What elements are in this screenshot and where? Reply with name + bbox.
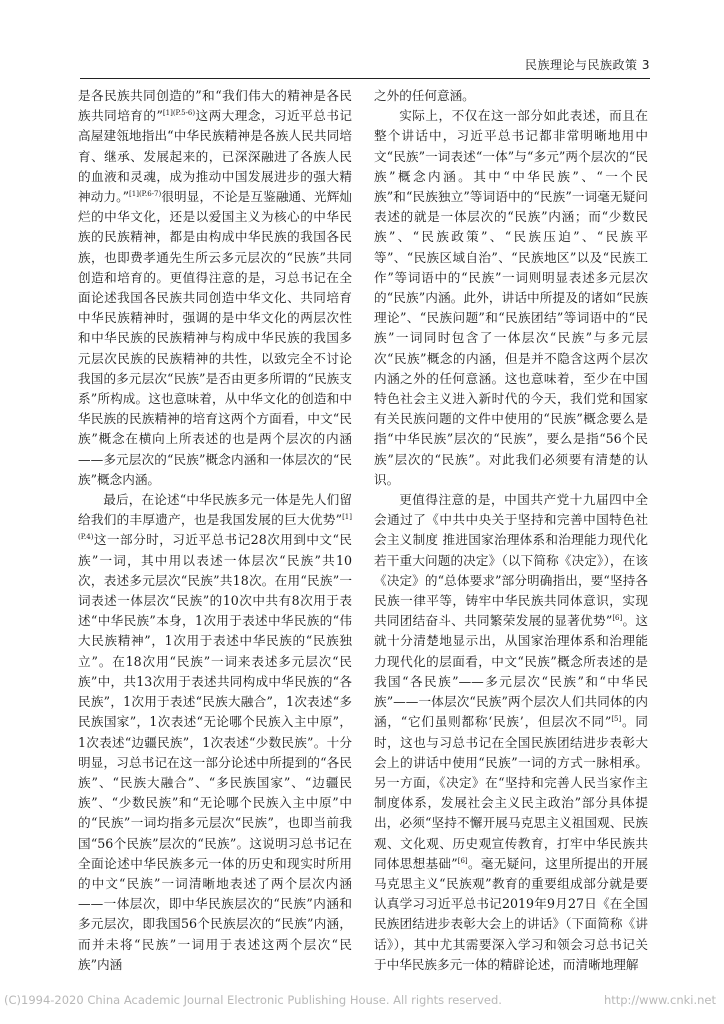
paragraph-text: 更值得注意的是，中国共产党十九届四中全会通过了《中共中央关于坚持和完善中国特色社会主义制度 推进国家治理体系和治理能力现代化若干重大问题的决定》（以下简称《决定》），在该《决定》的“总体要求”部分明确指出，要“坚持各民族一律平等，铸牢中华民族共同体意识，实现共同团结奋斗、共同繁荣发展的显著优势” — [374, 492, 648, 629]
paragraph-text: 很明显，不论是互鉴融通、光辉灿烂的中华文化，还是以爱国主义为核心的中华民族的民族精神，都是由构成中华民族的我国各民族，也即费孝通先生所云多元层次的“民族”共同创造和培育的。更值得注意的是，习总书记在全面论述我国各民族共同创造中华文化、共同培育中华民族精神时，强调的是中华文化的两层次性和中华民族的民族精神与构成中华民族的我国多元层次民族的民族精神的共性，以致完全不讨论我国的多元层次“民族”是否由更多所谓的“民族支系”所构成。这也意味着，从中华文化的创造和中华民族的民族精神的培育这两个方面看，中文“民族”概念在横向上所表述的也是两个层次的内涵——多元层次的“民族”概念内涵和一体层次的“民族”概念内涵。 — [78, 189, 353, 487]
citation: [1](P.5-6) — [162, 109, 196, 118]
citation: [1](P.4) — [78, 513, 352, 542]
running-title: 民族理论与民族政策 3 — [525, 58, 650, 72]
citation: [6] — [612, 614, 623, 623]
paragraph-text: 这两大理念，习近平总书记高屋建瓴地指出“中华民族精神是各族人民共同培育、继承、发展起来的，已深深融进了各族人民的血液和灵魂，成为推动中国发展进步的强大精神动力。” — [78, 108, 352, 205]
footer-watermark — [0, 991, 724, 1011]
paragraph-text: 最后，在论述“中华民族多元一体是先人们留给我们的丰厚遗产，也是我国发展的巨大优势” — [78, 492, 352, 528]
running-header — [80, 52, 650, 79]
paragraph-text: 是各民族共同创造的”和“我们伟大的精神是各民族共同培育的” — [78, 88, 352, 124]
copyright-notice: (C)1994-2020 China Academic Journal Electronic Publishing House. All rights reserved. — [4, 993, 502, 1007]
paragraph-text: 实际上，不仅在这一部分如此表述，而且在整个讲话中，习近平总书记都非常明晰地用中文“民族”一词表述“一体”与“多元”两个层次的“民族”概念内涵。其中“中华民族”、“一个民族”和“民族独立”等词语中的“民族”一词毫无疑问表述的就是一体层次的“民族”内涵；而“少数民族”、“民族政策”、“民族压迫”、“民族平等”、“民族区域自治”、“民族地区”以及“民族工作”等词语中的“民族”一词则明显表述多元层次的“民族”内涵。此外，讲话中所提及的诸如“民族理论”、“民族问题”和“民族团结”等词语中的“民族”一词同时包含了一体层次“民族”与多元层次“民族”概念的内涵，但是并不隐含这两个层次内涵之外的任何意涵。这也意味着，至少在中国特色社会主义进入新时代的今天，我们党和国家有关民族问题的文件中使用的“民族”概念要么是指“中华民族”层次的“民族”，要么是指“56个民族”层次的“民族”。对此我们必须要有清楚的认识。 — [374, 108, 648, 487]
paragraph — [374, 86, 648, 106]
paragraph — [78, 86, 352, 490]
paragraph-text: 之外的任何意涵。 — [374, 88, 475, 103]
paragraph — [374, 490, 648, 975]
source-url: http://www.cnki.net — [603, 993, 716, 1007]
citation: [5] — [611, 715, 622, 724]
paragraph-text: 这一部分时，习近平总书记28次用到中文“民族”一词，其中用以表述一体层次“民族”共10次，表述多元层次“民族”共18次。在用“民族”一词表述一体层次“民族”的10次中共有8次用于表述“中华民族”本身，1次用于表述中华民族的“伟大民族精神”，1次用于表述中华民族的“民族独立”。在18次用“民族”一词来表述多元层次“民族”中，共13次用于表述共同构成中华民族的“各民族”，1次用于表述“民族大融合”，1次表述“多民族国家”，1次表述“无论哪个民族入主中原”，1次表述“边疆民族”，1次表述“少数民族”。十分明显，习总书记在这一部分论述中所提到的“各民族”、“民族大融合”、“多民族国家”、“边疆民族”、“少数民族”和“无论哪个民族入主中原”中的“民族”一词均指多元层次“民族”，也即当前我国“56个民族”层次的“民族”。这说明习总书记在全面论述中华民族多元一体的历史和现实时所用的中文“民族”一词清晰地表述了两个层次内涵——一体层次，即中华民族层次的“民族”内涵和多元层次，即我国56个民族层次的“民族”内涵，而并未将“民族”一词用于表述这两个层次“民族”内涵 — [78, 532, 352, 972]
citation: [6] — [457, 856, 468, 865]
paragraph-text: 。毫无疑问，这里所提出的开展马克思主义“民族观”教育的重要组成部分就是要认真学习习近平总书记2019年9月27日《在全国民族团结进步表彰大会上的讲话》（下面简称《讲话》），其中尤其需要深入学习和领会习总书记关于中华民族多元一体的精辟论述，而清晰地理解 — [374, 855, 648, 972]
left-column — [78, 86, 352, 975]
paragraph-text: 。这就十分清楚地显示出，从国家治理体系和治理能力现代化的层面看，中文“民族”概念所表述的是我国“各民族”——多元层次“民族”和“中华民族”——一体层次“民族”两个层次人们共同体的内涵，“它们虽则都称‘民族’，但层次不同” — [374, 613, 648, 730]
paragraph — [78, 490, 352, 975]
paragraph — [374, 106, 648, 490]
paragraph-text: 。同时，这也与习总书记在全国民族团结进步表彰大会上的讲话中使用“民族”一词的方式一脉相承。另一方面，《决定》在“坚持和完善人民当家作主制度体系，发展社会主义民主政治”部分具体提出，必须“坚持不懈开展马克思主义祖国观、民族观、文化观、历史观宣传教育，打牢中华民族共同体思想基础” — [374, 714, 648, 871]
right-column — [374, 86, 648, 975]
citation: [1](P.6-7) — [129, 189, 162, 198]
